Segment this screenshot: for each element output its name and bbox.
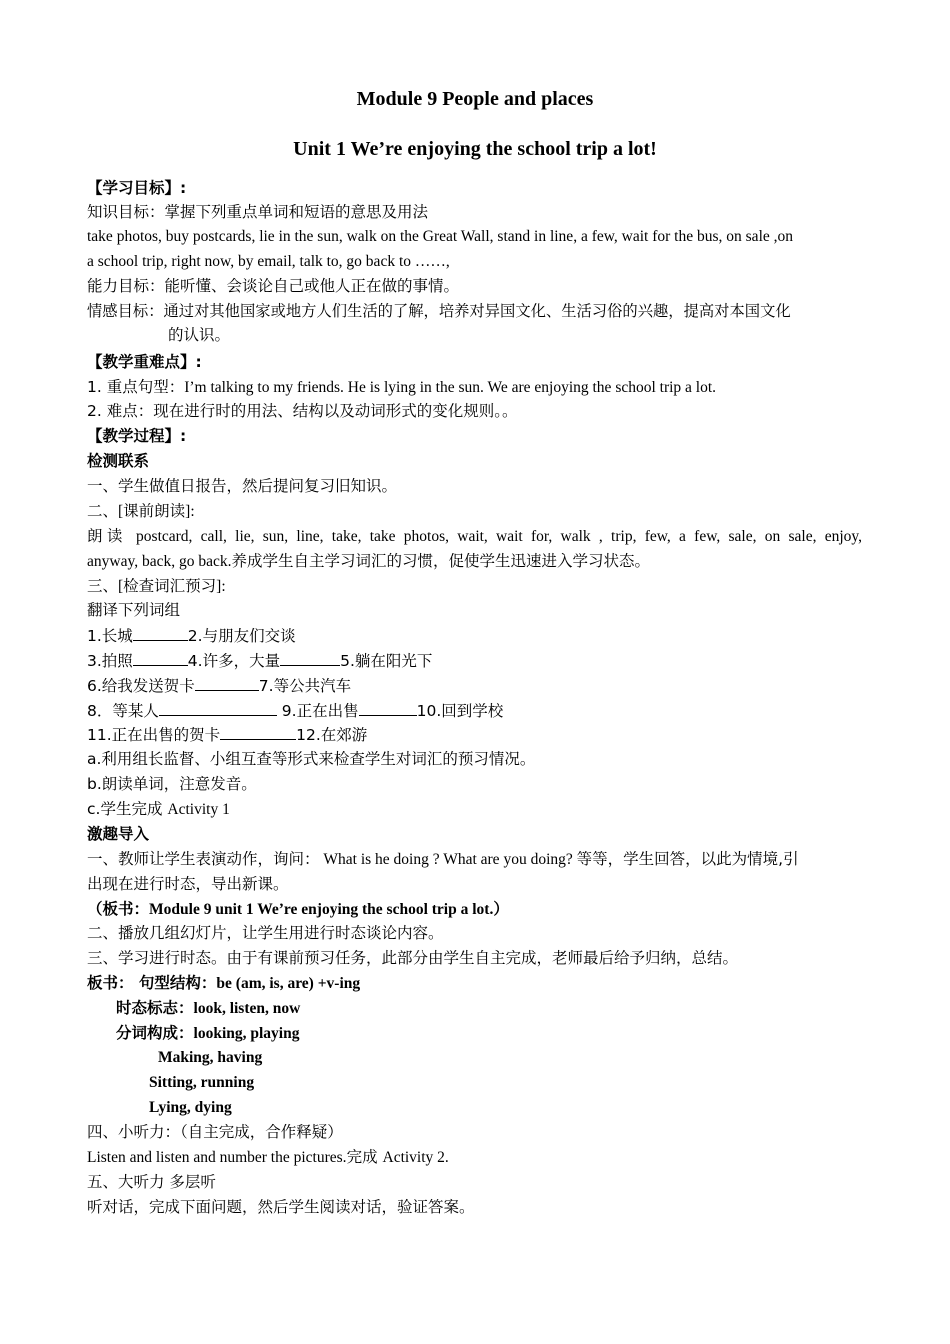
section-process: 【教学过程】: <box>87 427 187 445</box>
note-c: c.学生完成 Activity 1 <box>87 800 230 818</box>
board-note: （板书：Module 9 unit 1 We’re enjoying the school trip a lot.） <box>87 900 509 918</box>
ability-goal: 能力目标：能听懂、会谈论自己或他人正在做的事情。 <box>87 277 460 295</box>
emotion-goal: 情感目标：通过对其他国家或地方人们生活的了解，培养对异国文化、生活习俗的兴趣，提高对本国文化 <box>87 302 791 320</box>
phrases-line-2: a school trip, right now, by email, talk to, go back to ……, <box>87 253 450 270</box>
vocab-row-3: 6.给我发送贺卡 7.等公共汽车 <box>87 677 352 695</box>
read-words-line-1: 朗读 postcard, call, lie, sun, line, take, take photos, wait, wait for, walk , trip, few, a few, sale, on sale, enjoy, <box>87 527 862 545</box>
key-point-2: 2. 难点：现在进行时的用法、结构以及动词形式的变化规则。。 <box>87 402 518 420</box>
unit-title: Unit 1 We’re enjoying the school trip a lot! <box>293 138 657 160</box>
section-intro: 激趣导入 <box>87 825 150 843</box>
board-participle-4: Lying, dying <box>149 1099 232 1116</box>
module-title: Module 9 People and places <box>356 88 594 110</box>
note-b: b.朗读单词，注意发音。 <box>87 775 257 793</box>
vocab-row-2: 3.拍照 4.许多，大量 5.躺在阳光下 <box>87 652 433 670</box>
board-participle: 分词构成：looking, playing <box>116 1024 300 1042</box>
listening-small-task: Listen and listen and number the pictures.完成 Activity 2. <box>87 1148 449 1166</box>
section-goals: 【学习目标】: <box>87 179 187 197</box>
intro-step-2: 二、播放几组幻灯片，让学生用进行时态谈论内容。 <box>87 924 444 942</box>
step-1: 一、学生做值日报告，然后提问复习旧知识。 <box>87 477 398 495</box>
translate-heading: 翻译下列词组 <box>87 601 181 619</box>
vocab-row-5: 11.正在出售的贺卡 12.在郊游 <box>87 726 368 744</box>
intro-step-3: 三、学习进行时态。由于有课前预习任务，此部分由学生自主完成，老师最后给予归纳，总结。 <box>87 949 739 967</box>
intro-step-1-cont: 出现在进行时态，导出新课。 <box>87 875 289 893</box>
section-check: 检测联系 <box>87 452 150 470</box>
emotion-goal-cont: 的认识。 <box>168 326 231 344</box>
board-participle-2: Making, having <box>158 1049 263 1066</box>
listening-big-task: 听对话，完成下面问题，然后学生阅读对话，验证答案。 <box>87 1198 475 1216</box>
key-point-1: 1. 重点句型：I’m talking to my friends. He is lying in the sun. We are enjoying the school trip a lot. <box>87 378 717 396</box>
step-3: 三、[检查词汇预习]: <box>87 577 226 595</box>
listening-big: 五、大听力 多层听 <box>87 1173 216 1191</box>
note-a: a.利用组长监督、小组互查等形式来检查学生对词汇的预习情况。 <box>87 750 536 768</box>
vocab-row-1: 1.长城 2.与朋友们交谈 <box>87 627 296 645</box>
step-2: 二、[课前朗读]: <box>87 502 195 520</box>
read-words-line-2: anyway, back, go back.养成学生自主学习词汇的习惯，促使学生迅速进入学习状态。 <box>87 552 650 570</box>
knowledge-goal: 知识目标：掌握下列重点单词和短语的意思及用法 <box>87 203 429 221</box>
board-participle-3: Sitting, running <box>149 1074 255 1091</box>
listening-small: 四、小听力：（自主完成，合作释疑） <box>87 1123 343 1141</box>
intro-step-1: 一、教师让学生表演动作，询问： What is he doing ? What are you doing? 等等，学生回答，以此为情境,引 <box>87 850 799 868</box>
board-time-markers: 时态标志：look, listen, now <box>116 999 301 1017</box>
section-key-points: 【教学重难点】: <box>87 353 202 371</box>
vocab-row-4: 8．等某人 9.正在出售 10.回到学校 <box>87 702 504 720</box>
board-structure: 板书： 句型结构：be (am, is, are) +v-ing <box>87 974 361 992</box>
phrases-line-1: take photos, buy postcards, lie in the sun, walk on the Great Wall, stand in line, a few, wait for the bus, on sale ,on <box>87 228 793 245</box>
